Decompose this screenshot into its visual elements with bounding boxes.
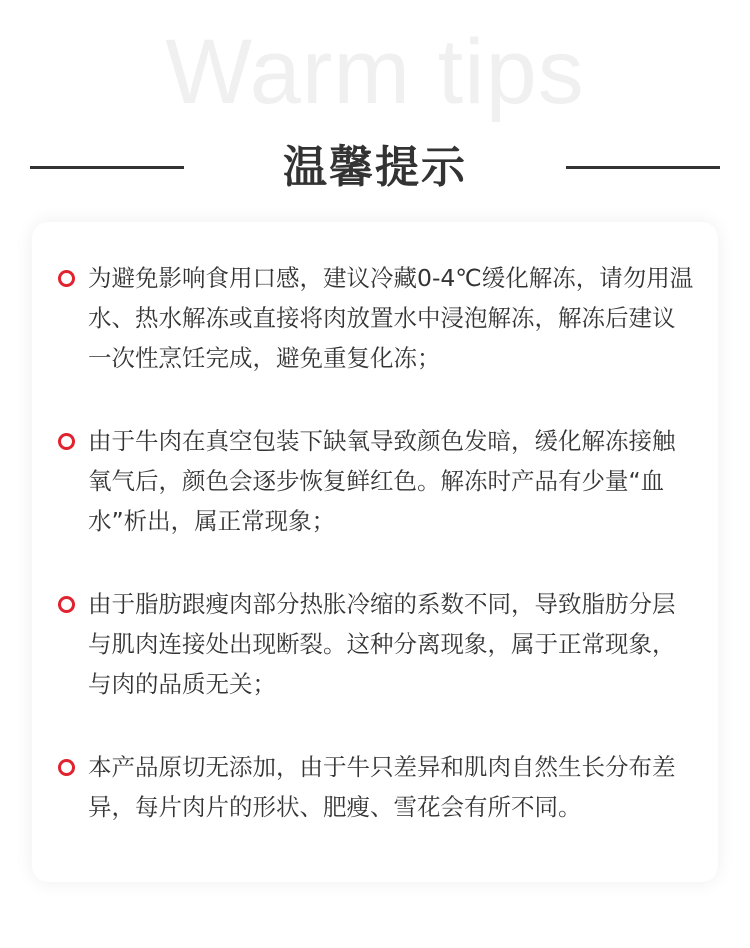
tip-text: 由于牛肉在真空包装下缺氧导致颜色发暗，缓化解冻接触氧气后，颜色会逐步恢复鲜红色。解冻时产品有少量“血水”析出，属正常现象； [88,427,676,535]
tip-item [58,421,698,541]
circle-bullet-icon [58,270,75,287]
background-watermark-title: Warm tips [165,21,585,123]
tip-text: 由于脂肪跟瘦肉部分热胀冷缩的系数不同，导致脂肪分层与肌肉连接处出现断裂。这种分离现象，属于正常现象，与肉的品质无关； [88,590,676,698]
circle-bullet-icon [58,433,75,450]
circle-bullet-icon [58,759,75,776]
tips-list [58,258,698,870]
tip-text: 本产品原切无添加，由于牛只差异和肌肉自然生长分布差异，每片肉片的形状、肥瘦、雪花会有所不同。 [88,753,676,821]
tip-item [58,258,698,378]
section-header [0,136,750,200]
tip-item [58,747,698,827]
title-divider-right [566,166,720,169]
circle-bullet-icon [58,596,75,613]
tip-text: 为避免影响食用口感，建议冷藏0-4℃缓化解冻，请勿用温水、热水解冻或直接将肉放置水中浸泡解冻，解冻后建议一次性烹饪完成，避免重复化冻； [88,264,694,372]
page-title: 温馨提示 [283,142,467,193]
tip-item [58,584,698,704]
